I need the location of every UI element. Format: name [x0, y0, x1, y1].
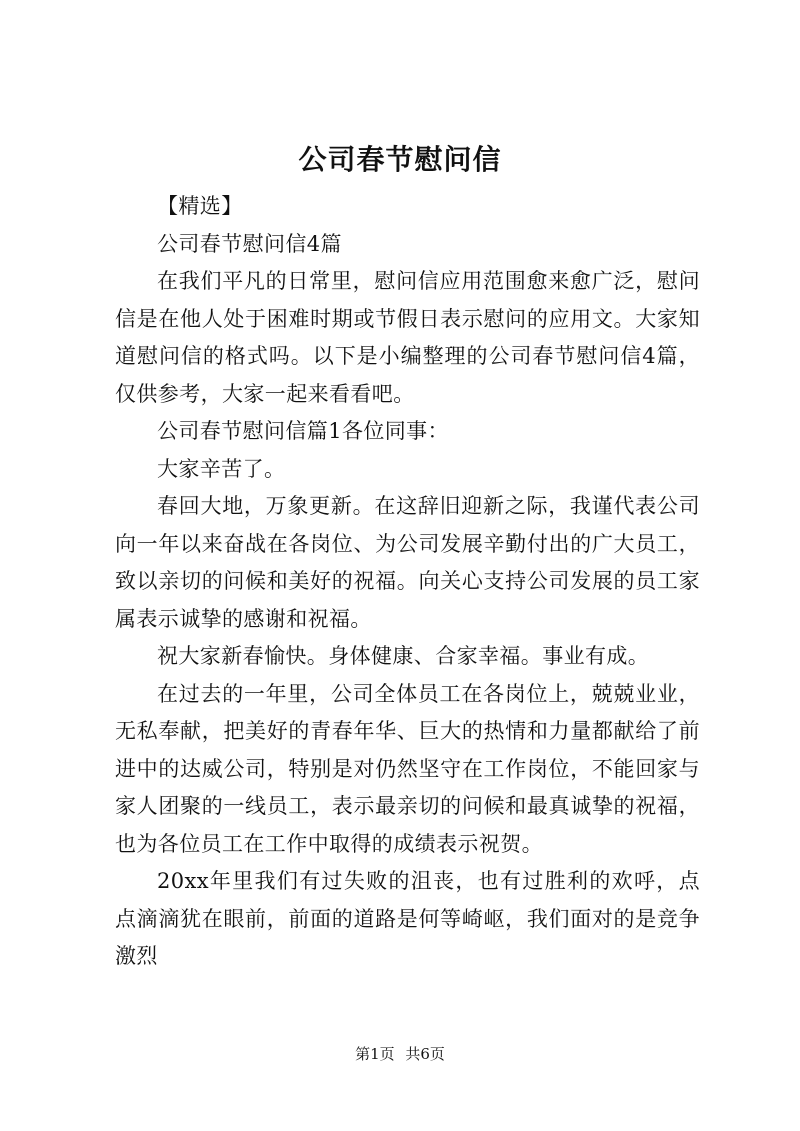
paragraph-greeting: 大家辛苦了。 [157, 456, 286, 481]
paragraph-body-2: 在过去的一年里，公司全体员工在各岗位上，兢兢业业，无私奉献，把美好的青春年华、巨大的热情和力量都献给了前进中的达威公司，特别是对仍然坚守在工作岗位，不能回家与家人团聚的一线员工，表示最亲切的问候和最真诚挚的祝福，也为各位员工在工作中取得的成绩表示祝贺。 [115, 681, 700, 856]
paragraph-body-3: 20xx年里我们有过失败的沮丧，也有过胜利的欢呼，点点滴滴犹在眼前，前面的道路是何等崎岖，我们面对的是竞争激烈 [115, 869, 700, 968]
paragraph-intro: 在我们平凡的日常里，慰问信应用范围愈来愈广泛，慰问信是在他人处于困难时期或节假日表示慰问的应用文。大家知道慰问信的格式吗。以下是小编整理的公司春节慰问信4篇，仅供参考，大家一起来看看吧。 [115, 269, 700, 406]
paragraph-wishes: 祝大家新春愉快。身体健康、合家幸福。事业有成。 [157, 644, 650, 668]
page-total: 共6页 [405, 1045, 445, 1063]
paragraph-tag: 【精选】 [157, 194, 243, 218]
document-body [115, 188, 700, 976]
paragraph-subtitle: 公司春节慰问信4篇 [157, 231, 342, 256]
page-number: 第1页 [355, 1045, 395, 1063]
page-footer [0, 1043, 800, 1064]
paragraph-letter-heading: 公司春节慰问信篇1各位同事： [157, 419, 449, 443]
paragraph-body-1: 春回大地，万象更新。在这辞旧迎新之际，我谨代表公司向一年以来奋战在各岗位、为公司发展辛勤付出的广大员工，致以亲切的问候和美好的祝福。向关心支持公司发展的员工家属表示诚挚的感谢和祝福。 [115, 494, 700, 631]
document-title: 公司春节慰问信 [298, 143, 502, 176]
